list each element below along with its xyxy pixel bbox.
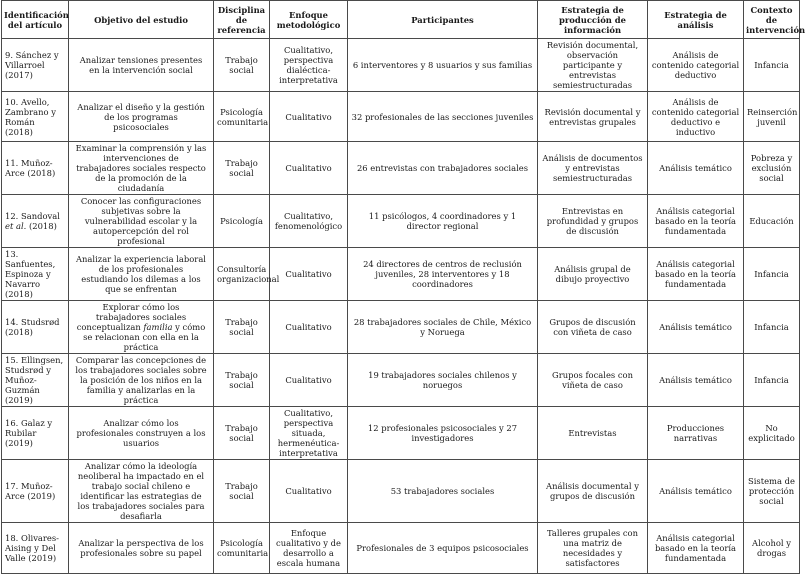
header-objetivo: Objetivo del estudio [69, 1, 214, 39]
cell-id: 10. Avello, Zambrano y Román (2018) [2, 92, 69, 142]
cell-objetivo: Analizar la perspectiva de los profesionales sobre su papel [69, 523, 214, 573]
header-contexto: Contexto de intervención [744, 1, 800, 39]
cell-id: 18. Olivares-Aising y Del Valle (2019) [2, 523, 69, 573]
table-row [2, 39, 800, 92]
cell-objetivo: Conocer las configuraciones subjetivas sobre la vulnerabilidad escolar y la autopercepción del rol profesional [69, 195, 214, 248]
cell-enfoque: Cualitativo [270, 248, 348, 301]
cell-analisis: Análisis temático [648, 301, 744, 354]
cell-objetivo: Examinar la comprensión y las intervenciones de trabajadores sociales respecto de la promoción de la ciudadanía [69, 142, 214, 195]
cell-participantes: 24 directores de centros de reclusión juveniles, 28 interventores y 18 coordinadores [348, 248, 538, 301]
cell-contexto: Infancia [744, 248, 800, 301]
cell-id: 11. Muñoz-Arce (2018) [2, 142, 69, 195]
cell-produccion: Análisis documental y grupos de discusión [538, 460, 648, 523]
cell-produccion: Grupos de discusión con viñeta de caso [538, 301, 648, 354]
cell-disciplina: Trabajo social [214, 460, 270, 523]
cell-id: 16. Galaz y Rubilar (2019) [2, 407, 69, 460]
cell-contexto: Infancia [744, 301, 800, 354]
header-enfoque: Enfoque metodológico [270, 1, 348, 39]
cell-produccion: Entrevistas [538, 407, 648, 460]
cell-disciplina: Consultoría organizacional [214, 248, 270, 301]
cell-analisis: Análisis de contenido categorial deductivo e inductivo [648, 92, 744, 142]
cell-id: 15. Ellingsen, Studsrød y Muñoz-Guzmán (2019) [2, 354, 69, 407]
cell-analisis: Análisis temático [648, 142, 744, 195]
cell-enfoque: Cualitativo [270, 301, 348, 354]
cell-contexto: Infancia [744, 39, 800, 92]
table-row [2, 142, 800, 195]
cell-id: 14. Studsrød (2018) [2, 301, 69, 354]
cell-contexto: Pobreza y exclusión social [744, 142, 800, 195]
header-disciplina: Disciplina de referencia [214, 1, 270, 39]
cell-disciplina: Trabajo social [214, 39, 270, 92]
cell-produccion: Revisión documental, observación participante y entrevistas semiestructuradas [538, 39, 648, 92]
cell-enfoque: Cualitativo [270, 460, 348, 523]
cell-enfoque: Cualitativo, perspectiva situada, hermenéutica-interpretativa [270, 407, 348, 460]
header-produccion: Estrategia de producción de información [538, 1, 648, 39]
cell-contexto: Alcohol y drogas [744, 523, 800, 573]
cell-analisis: Análisis temático [648, 460, 744, 523]
cell-participantes: 6 interventores y 8 usuarios y sus familias [348, 39, 538, 92]
cell-objetivo: Comparar las concepciones de los trabajadores sociales sobre la posición de los niños en la familia y analizarlas en la práctica [69, 354, 214, 407]
table-body [2, 39, 800, 574]
cell-objetivo: Explorar cómo los trabajadores sociales conceptualizan familia y cómo se relacionan con ella en la práctica [69, 301, 214, 354]
cell-participantes: 53 trabajadores sociales [348, 460, 538, 523]
cell-disciplina: Psicología [214, 195, 270, 248]
cell-produccion: Análisis grupal de dibujo proyectivo [538, 248, 648, 301]
cell-id: 12. Sandoval et al. (2018) [2, 195, 69, 248]
cell-id: 9. Sánchez y Villarroel (2017) [2, 39, 69, 92]
cell-participantes: 19 trabajadores sociales chilenos y noruegos [348, 354, 538, 407]
cell-participantes: 32 profesionales de las secciones juveniles [348, 92, 538, 142]
table-row [2, 301, 800, 354]
header-identificacion: Identificación del artículo [2, 1, 69, 39]
cell-objetivo: Analizar el diseño y la gestión de los programas psicosociales [69, 92, 214, 142]
cell-analisis: Análisis temático [648, 354, 744, 407]
cell-disciplina: Trabajo social [214, 407, 270, 460]
cell-participantes: 11 psicólogos, 4 coordinadores y 1 director regional [348, 195, 538, 248]
table-row [2, 92, 800, 142]
table-header [2, 1, 805, 39]
cell-analisis: Producciones narrativas [648, 407, 744, 460]
cell-disciplina: Trabajo social [214, 301, 270, 354]
cell-produccion: Talleres grupales con una matriz de necesidades y satisfactores [538, 523, 648, 573]
cell-disciplina: Psicología comunitaria [214, 523, 270, 573]
cell-produccion: Entrevistas en profundidad y grupos de discusión [538, 195, 648, 248]
cell-analisis: Análisis categorial basado en la teoría fundamentada [648, 523, 744, 573]
table-row [2, 407, 800, 460]
cell-contexto: Infancia [744, 354, 800, 407]
cell-enfoque: Cualitativo [270, 354, 348, 407]
cell-objetivo: Analizar cómo los profesionales construyen a los usuarios [69, 407, 214, 460]
cell-contexto: Educación [744, 195, 800, 248]
cell-contexto: No explicitado [744, 407, 800, 460]
cell-enfoque: Cualitativo, perspectiva dialéctica-interpretativa [270, 39, 348, 92]
cell-produccion: Grupos focales con viñeta de caso [538, 354, 648, 407]
table-row [2, 354, 800, 407]
studies-table [1, 0, 805, 574]
cell-participantes: 12 profesionales psicosociales y 27 investigadores [348, 407, 538, 460]
table-row [2, 195, 800, 248]
cell-objetivo: Analizar la experiencia laboral de los profesionales estudiando los dilemas a los que se enfrentan [69, 248, 214, 301]
cell-id: 17. Muñoz-Arce (2019) [2, 460, 69, 523]
cell-contexto: Sistema de protección social [744, 460, 800, 523]
cell-analisis: Análisis categorial basado en la teoría fundamentada [648, 195, 744, 248]
cell-produccion: Revisión documental y entrevistas grupales [538, 92, 648, 142]
cell-objetivo: Analizar cómo la ideología neoliberal ha impactado en el trabajo social chileno e identificar las estrategias de los trabajadores sociales para desafiarla [69, 460, 214, 523]
cell-analisis: Análisis categorial basado en la teoría fundamentada [648, 248, 744, 301]
cell-participantes: 28 trabajadores sociales de Chile, México y Noruega [348, 301, 538, 354]
cell-enfoque: Cualitativo, fenomenológico [270, 195, 348, 248]
table-row [2, 248, 800, 301]
cell-enfoque: Enfoque cualitativo y de desarrollo a escala humana [270, 523, 348, 573]
header-row [2, 1, 800, 39]
cell-contexto: Reinserción juvenil [744, 92, 800, 142]
cell-enfoque: Cualitativo [270, 142, 348, 195]
table-row [2, 523, 800, 573]
cell-produccion: Análisis de documentos y entrevistas semiestructuradas [538, 142, 648, 195]
cell-participantes: 26 entrevistas con trabajadores sociales [348, 142, 538, 195]
cell-enfoque: Cualitativo [270, 92, 348, 142]
cell-disciplina: Psicología comunitaria [214, 92, 270, 142]
cell-disciplina: Trabajo social [214, 142, 270, 195]
cell-id: 13. Sanfuentes, Espinoza y Navarro (2018) [2, 248, 69, 301]
header-analisis: Estrategia de análisis [648, 1, 744, 39]
cell-objetivo: Analizar tensiones presentes en la intervención social [69, 39, 214, 92]
cell-participantes: Profesionales de 3 equipos psicosociales [348, 523, 538, 573]
table-row [2, 460, 800, 523]
header-participantes: Participantes [348, 1, 538, 39]
cell-disciplina: Trabajo social [214, 354, 270, 407]
cell-analisis: Análisis de contenido categorial deductivo [648, 39, 744, 92]
